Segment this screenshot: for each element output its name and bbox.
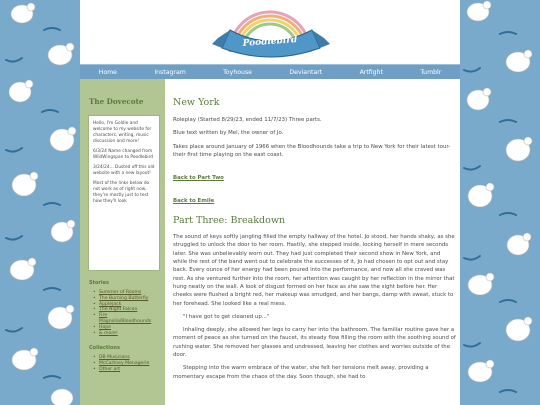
right-background-pattern	[460, 0, 540, 405]
list-item	[89, 367, 160, 373]
sidebar	[80, 79, 165, 405]
post-meta: Roleplay (Started 8/29/23, ended 11/7/23) Three parts.	[173, 117, 322, 123]
back-to-part-two-link[interactable]: Back to Part Two	[173, 175, 224, 182]
story-link[interactable]: The Burning Butterfly	[99, 295, 149, 301]
stories-list	[89, 290, 160, 336]
story-link[interactable]: Summer of Rooms	[99, 290, 142, 295]
nav-artfight[interactable]: Artfight	[359, 68, 383, 76]
collections-heading: Collections	[89, 345, 120, 352]
back-to-emile-link[interactable]: Back to Emile	[173, 198, 215, 205]
about-note: Most of the links below do not work as of right now, they're mostly just to test how they'll look	[93, 181, 150, 204]
about-box	[88, 115, 160, 271]
site-banner	[80, 0, 460, 64]
story-link[interactable]: Fire Magnolia/Bloodhounds	[99, 313, 152, 324]
story-paragraph: The sound of keys softly jangling filled the empty hallway of the hotel. Jo stood, her hands shaky, as she struggled to unlock the door to her room. Hastily, she stepped inside, locking herself in mere seconds later. She was unbelievably worn out. They had just completed their second show in New York, and while the rest of the band went out to celebrate the successes of it, Jo had chosen to opt out and stay back. Every ounce of her energy had been poured into the performance, and now all she craved was rest. As she ventured further into the room, her attention was caught by her reflection in the mirror that hung neatly on the wall. A look of disgust formed on her face as she saw the sight before her. Her cheeks were flushed a bright red, her makeup was smudged, and her bangs, damp with sweat, stuck to her forehead. She looked like a real mess.	[173, 234, 455, 307]
nav-tumblr[interactable]: Tumblr	[420, 68, 442, 76]
collections-list	[89, 355, 160, 372]
post-note: Blue text written by Mel, the owner of Jo.	[173, 130, 284, 137]
nav-home[interactable]: Home	[98, 68, 117, 76]
nav-toyhouse[interactable]: Toyhouse	[223, 68, 252, 76]
page-title: New York	[173, 97, 220, 108]
story-link[interactable]: Applejack	[99, 301, 122, 307]
story-paragraph: Inhaling deeply, she allowed her legs to carry her into the bathroom. The familiar routine gave her a moment of peace as she turned on the faucet, its steady flow filling the room with the soothing sound of rushing water. She removed her glasses and undressed, leaving her clothes and worries outside of the door.	[173, 327, 456, 359]
collection-link[interactable]: Other art	[99, 366, 121, 372]
dove-pattern-left	[0, 0, 80, 405]
main-nav	[80, 64, 460, 79]
nav-instagram[interactable]: Instagram	[154, 68, 186, 76]
story-link[interactable]: The Night Falcon	[99, 307, 138, 313]
post-summary: Takes place around January of 1966 when the Bloodhounds take a trip to New York for their latest tour- their first time playing on the east coast.	[173, 143, 451, 158]
about-intro: Hello, I'm Goldie and welcome to my website for characters, writing, music discussion and more!	[93, 121, 152, 144]
main-content	[173, 79, 456, 405]
page-container	[80, 0, 460, 405]
nav-deviantart[interactable]: Deviantart	[289, 68, 323, 76]
site-logo-text: Poodlebird	[242, 35, 298, 49]
dove-pattern-right	[460, 0, 540, 405]
story-paragraph: "I have got to get cleaned up..."	[183, 313, 270, 320]
story-paragraph: Stepping into the warm embrace of the water, she felt her tensions melt away, providing a momentary escape from the chaos of the day. Soon though, she had to	[173, 365, 429, 380]
left-background-pattern	[0, 0, 80, 405]
about-update-2: 3/24/24... Dusted off this old website with a new layout!	[93, 165, 155, 176]
collection-link[interactable]: McCartney Menagerie	[99, 361, 150, 367]
sidebar-title: The Dovecote	[89, 97, 144, 106]
story-link[interactable]: & more!	[99, 330, 118, 336]
story-link[interactable]: Hope	[99, 324, 112, 330]
about-update-1: 6/3/24 Name changed from WildWingspan to Poodlebird	[93, 149, 154, 160]
list-item	[89, 313, 160, 325]
stories-heading: Stories	[89, 280, 109, 286]
collection-link[interactable]: DB Musicians	[99, 355, 130, 361]
list-item	[89, 331, 160, 337]
part-title: Part Three: Breakdown	[173, 215, 286, 227]
